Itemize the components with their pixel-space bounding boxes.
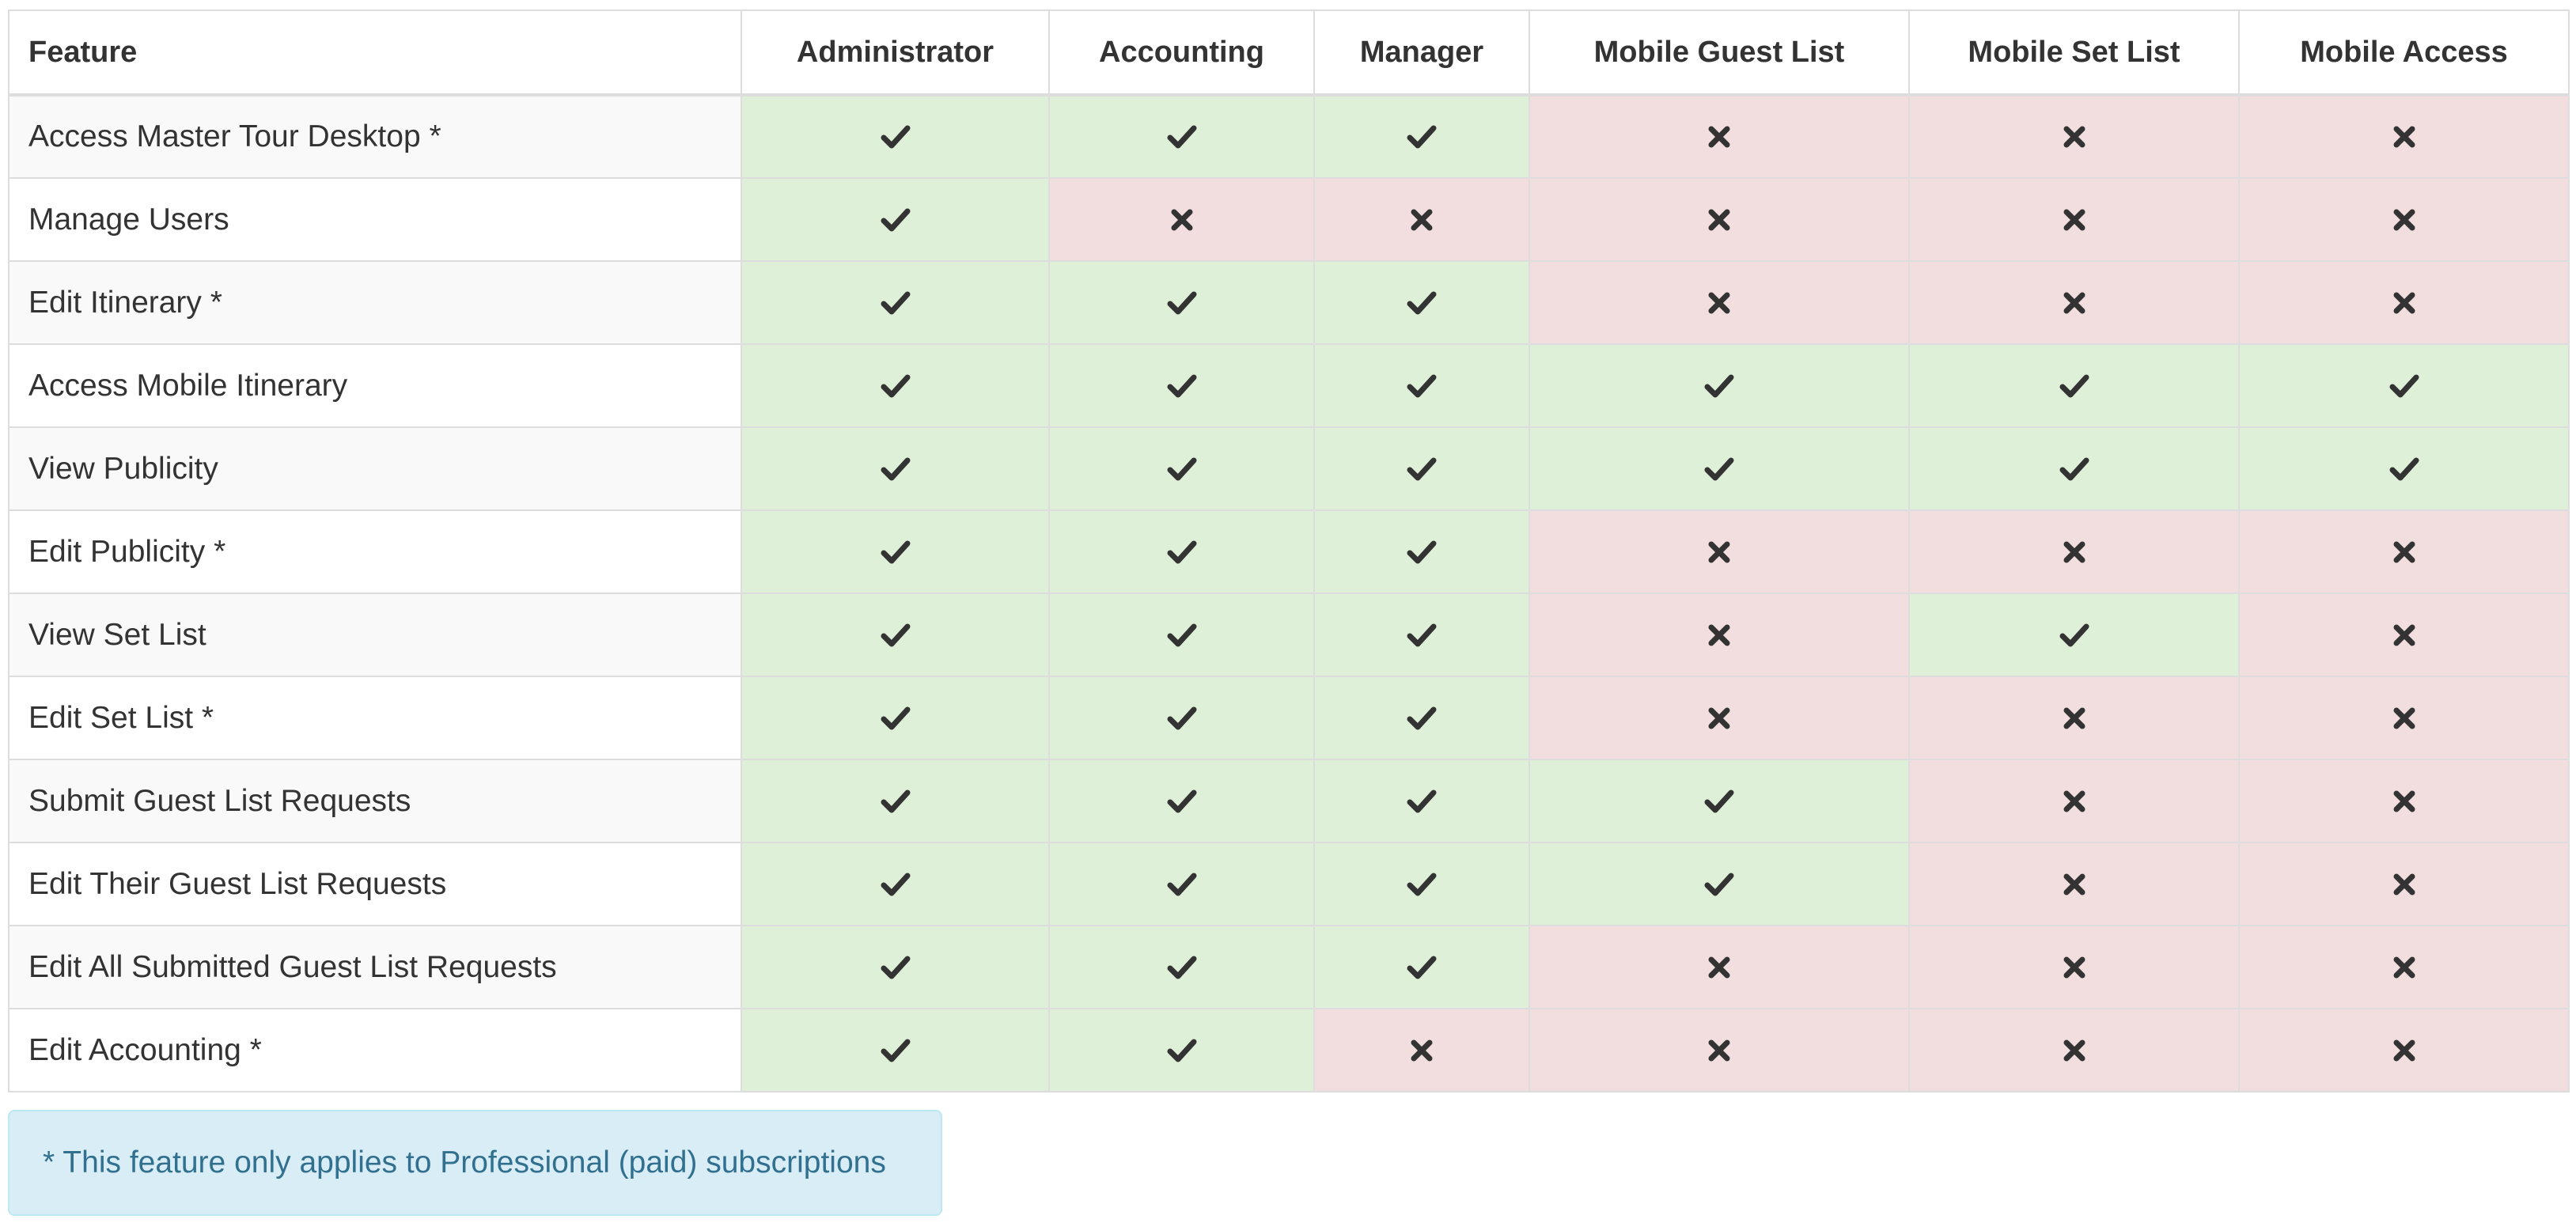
permission-cell-mobile-access	[2239, 1009, 2569, 1092]
cross-icon	[2059, 121, 2090, 153]
permission-cell-mobile-set-list	[1909, 1009, 2239, 1092]
table-row	[9, 344, 2569, 427]
permission-cell-mobile-guest-list	[1529, 842, 1909, 926]
check-icon	[1406, 370, 1438, 402]
check-icon	[880, 619, 911, 651]
permission-cell-mobile-access	[2239, 759, 2569, 842]
permission-cell-mobile-set-list	[1909, 178, 2239, 261]
permission-cell-mobile-access	[2239, 344, 2569, 427]
permission-cell-mobile-set-list	[1909, 95, 2239, 178]
permission-cell-administrator	[741, 95, 1049, 178]
check-icon	[880, 121, 911, 153]
permissions-table	[8, 9, 2570, 1092]
check-icon	[1166, 453, 1198, 485]
permission-cell-administrator	[741, 926, 1049, 1009]
permission-cell-accounting	[1049, 261, 1314, 344]
permission-cell-mobile-guest-list	[1529, 676, 1909, 759]
permission-cell-mobile-set-list	[1909, 926, 2239, 1009]
check-icon	[1166, 952, 1198, 983]
check-icon	[1703, 453, 1735, 485]
check-icon	[1166, 1035, 1198, 1066]
check-icon	[1166, 370, 1198, 402]
check-icon	[1166, 536, 1198, 568]
table-row	[9, 676, 2569, 759]
cross-icon	[1703, 952, 1735, 983]
permission-cell-administrator	[741, 759, 1049, 842]
check-icon	[1406, 952, 1438, 983]
feature-label: Edit Itinerary *	[9, 261, 741, 344]
permission-cell-mobile-access	[2239, 261, 2569, 344]
permission-cell-administrator	[741, 178, 1049, 261]
permission-cell-manager	[1314, 178, 1529, 261]
permission-cell-mobile-access	[2239, 842, 2569, 926]
cross-icon	[1703, 204, 1735, 236]
check-icon	[1166, 869, 1198, 900]
permission-cell-mobile-guest-list	[1529, 427, 1909, 510]
permission-cell-mobile-guest-list	[1529, 261, 1909, 344]
cross-icon	[2388, 121, 2420, 153]
permission-cell-mobile-guest-list	[1529, 95, 1909, 178]
check-icon	[1406, 453, 1438, 485]
permission-cell-mobile-guest-list	[1529, 759, 1909, 842]
table-body	[9, 95, 2569, 1092]
permission-cell-accounting	[1049, 926, 1314, 1009]
cross-icon	[1406, 1035, 1438, 1066]
cross-icon	[1703, 287, 1735, 319]
permission-cell-accounting	[1049, 427, 1314, 510]
note-text: * This feature only applies to Professional (paid) subscriptions	[43, 1145, 886, 1179]
permission-cell-administrator	[741, 344, 1049, 427]
cross-icon	[2059, 786, 2090, 817]
check-icon	[2059, 370, 2090, 402]
cross-icon	[2388, 619, 2420, 651]
permission-cell-manager	[1314, 842, 1529, 926]
cross-icon	[1406, 204, 1438, 236]
table-row	[9, 95, 2569, 178]
permission-cell-mobile-guest-list	[1529, 1009, 1909, 1092]
check-icon	[1166, 619, 1198, 651]
cross-icon	[2059, 952, 2090, 983]
permission-cell-manager	[1314, 427, 1529, 510]
permission-cell-accounting	[1049, 95, 1314, 178]
permission-cell-mobile-access	[2239, 427, 2569, 510]
cross-icon	[1703, 536, 1735, 568]
header-row	[9, 10, 2569, 95]
cross-icon	[1166, 204, 1198, 236]
check-icon	[880, 370, 911, 402]
permission-cell-mobile-access	[2239, 593, 2569, 676]
table-row	[9, 510, 2569, 593]
permission-cell-mobile-set-list	[1909, 344, 2239, 427]
check-icon	[880, 1035, 911, 1066]
check-icon	[880, 869, 911, 900]
cross-icon	[2059, 536, 2090, 568]
permission-cell-mobile-set-list	[1909, 759, 2239, 842]
permission-cell-mobile-guest-list	[1529, 178, 1909, 261]
column-header-mobile-access: Mobile Access	[2239, 10, 2569, 95]
cross-icon	[1703, 619, 1735, 651]
cross-icon	[1703, 121, 1735, 153]
permission-cell-accounting	[1049, 759, 1314, 842]
permission-cell-administrator	[741, 261, 1049, 344]
permission-cell-accounting	[1049, 842, 1314, 926]
table-row	[9, 926, 2569, 1009]
check-icon	[1406, 619, 1438, 651]
permission-cell-manager	[1314, 1009, 1529, 1092]
permission-cell-mobile-access	[2239, 676, 2569, 759]
permission-cell-mobile-set-list	[1909, 427, 2239, 510]
cross-icon	[2059, 1035, 2090, 1066]
column-header-administrator: Administrator	[741, 10, 1049, 95]
check-icon	[1166, 121, 1198, 153]
check-icon	[880, 453, 911, 485]
permission-cell-manager	[1314, 344, 1529, 427]
column-header-feature: Feature	[9, 10, 741, 95]
table-row	[9, 842, 2569, 926]
permission-cell-mobile-guest-list	[1529, 593, 1909, 676]
feature-label: Edit Set List *	[9, 676, 741, 759]
permission-cell-administrator	[741, 427, 1049, 510]
check-icon	[1406, 536, 1438, 568]
table-row	[9, 759, 2569, 842]
check-icon	[880, 287, 911, 319]
permission-cell-administrator	[741, 842, 1049, 926]
feature-label: Access Mobile Itinerary	[9, 344, 741, 427]
check-icon	[1406, 786, 1438, 817]
cross-icon	[1703, 702, 1735, 734]
permission-cell-accounting	[1049, 344, 1314, 427]
check-icon	[880, 702, 911, 734]
permission-cell-administrator	[741, 1009, 1049, 1092]
feature-label: Access Master Tour Desktop *	[9, 95, 741, 178]
feature-label: View Set List	[9, 593, 741, 676]
feature-label: Manage Users	[9, 178, 741, 261]
feature-label: View Publicity	[9, 427, 741, 510]
feature-label: Edit Their Guest List Requests	[9, 842, 741, 926]
cross-icon	[2388, 287, 2420, 319]
permission-cell-mobile-set-list	[1909, 842, 2239, 926]
permission-cell-administrator	[741, 510, 1049, 593]
check-icon	[2388, 370, 2420, 402]
cross-icon	[2388, 702, 2420, 734]
permission-cell-accounting	[1049, 676, 1314, 759]
check-icon	[1166, 786, 1198, 817]
permission-cell-mobile-guest-list	[1529, 344, 1909, 427]
permission-cell-manager	[1314, 676, 1529, 759]
check-icon	[1406, 287, 1438, 319]
permission-cell-manager	[1314, 95, 1529, 178]
check-icon	[2388, 453, 2420, 485]
check-icon	[880, 536, 911, 568]
professional-subscription-note	[8, 1110, 942, 1216]
permission-cell-mobile-guest-list	[1529, 510, 1909, 593]
check-icon	[1166, 287, 1198, 319]
table-row	[9, 427, 2569, 510]
check-icon	[1703, 786, 1735, 817]
check-icon	[880, 786, 911, 817]
permission-cell-accounting	[1049, 510, 1314, 593]
permission-cell-mobile-set-list	[1909, 593, 2239, 676]
feature-label: Submit Guest List Requests	[9, 759, 741, 842]
check-icon	[1703, 869, 1735, 900]
cross-icon	[2388, 204, 2420, 236]
permission-cell-manager	[1314, 759, 1529, 842]
check-icon	[1703, 370, 1735, 402]
permission-cell-mobile-set-list	[1909, 676, 2239, 759]
table-row	[9, 261, 2569, 344]
column-header-mobile-guest-list: Mobile Guest List	[1529, 10, 1909, 95]
permission-cell-administrator	[741, 676, 1049, 759]
permission-cell-mobile-access	[2239, 926, 2569, 1009]
check-icon	[2059, 619, 2090, 651]
feature-label: Edit Publicity *	[9, 510, 741, 593]
cross-icon	[2388, 1035, 2420, 1066]
permission-cell-manager	[1314, 926, 1529, 1009]
permission-cell-mobile-access	[2239, 95, 2569, 178]
table-header	[9, 10, 2569, 95]
check-icon	[1406, 869, 1438, 900]
permission-cell-accounting	[1049, 593, 1314, 676]
check-icon	[1166, 702, 1198, 734]
cross-icon	[2388, 952, 2420, 983]
table-row	[9, 593, 2569, 676]
check-icon	[880, 952, 911, 983]
feature-label: Edit Accounting *	[9, 1009, 741, 1092]
cross-icon	[1703, 1035, 1735, 1066]
permission-cell-mobile-guest-list	[1529, 926, 1909, 1009]
cross-icon	[2388, 786, 2420, 817]
column-header-mobile-set-list: Mobile Set List	[1909, 10, 2239, 95]
cross-icon	[2059, 204, 2090, 236]
check-icon	[1406, 121, 1438, 153]
feature-label: Edit All Submitted Guest List Requests	[9, 926, 741, 1009]
cross-icon	[2388, 869, 2420, 900]
cross-icon	[2059, 702, 2090, 734]
check-icon	[2059, 453, 2090, 485]
permission-cell-accounting	[1049, 178, 1314, 261]
permission-cell-mobile-access	[2239, 510, 2569, 593]
table-row	[9, 1009, 2569, 1092]
permission-cell-mobile-set-list	[1909, 510, 2239, 593]
permission-cell-mobile-set-list	[1909, 261, 2239, 344]
column-header-accounting: Accounting	[1049, 10, 1314, 95]
cross-icon	[2059, 869, 2090, 900]
permission-cell-manager	[1314, 593, 1529, 676]
cross-icon	[2388, 536, 2420, 568]
column-header-manager: Manager	[1314, 10, 1529, 95]
permission-cell-mobile-access	[2239, 178, 2569, 261]
permission-cell-manager	[1314, 510, 1529, 593]
permission-cell-administrator	[741, 593, 1049, 676]
check-icon	[1406, 702, 1438, 734]
check-icon	[880, 204, 911, 236]
permission-cell-accounting	[1049, 1009, 1314, 1092]
permission-cell-manager	[1314, 261, 1529, 344]
cross-icon	[2059, 287, 2090, 319]
table-row	[9, 178, 2569, 261]
